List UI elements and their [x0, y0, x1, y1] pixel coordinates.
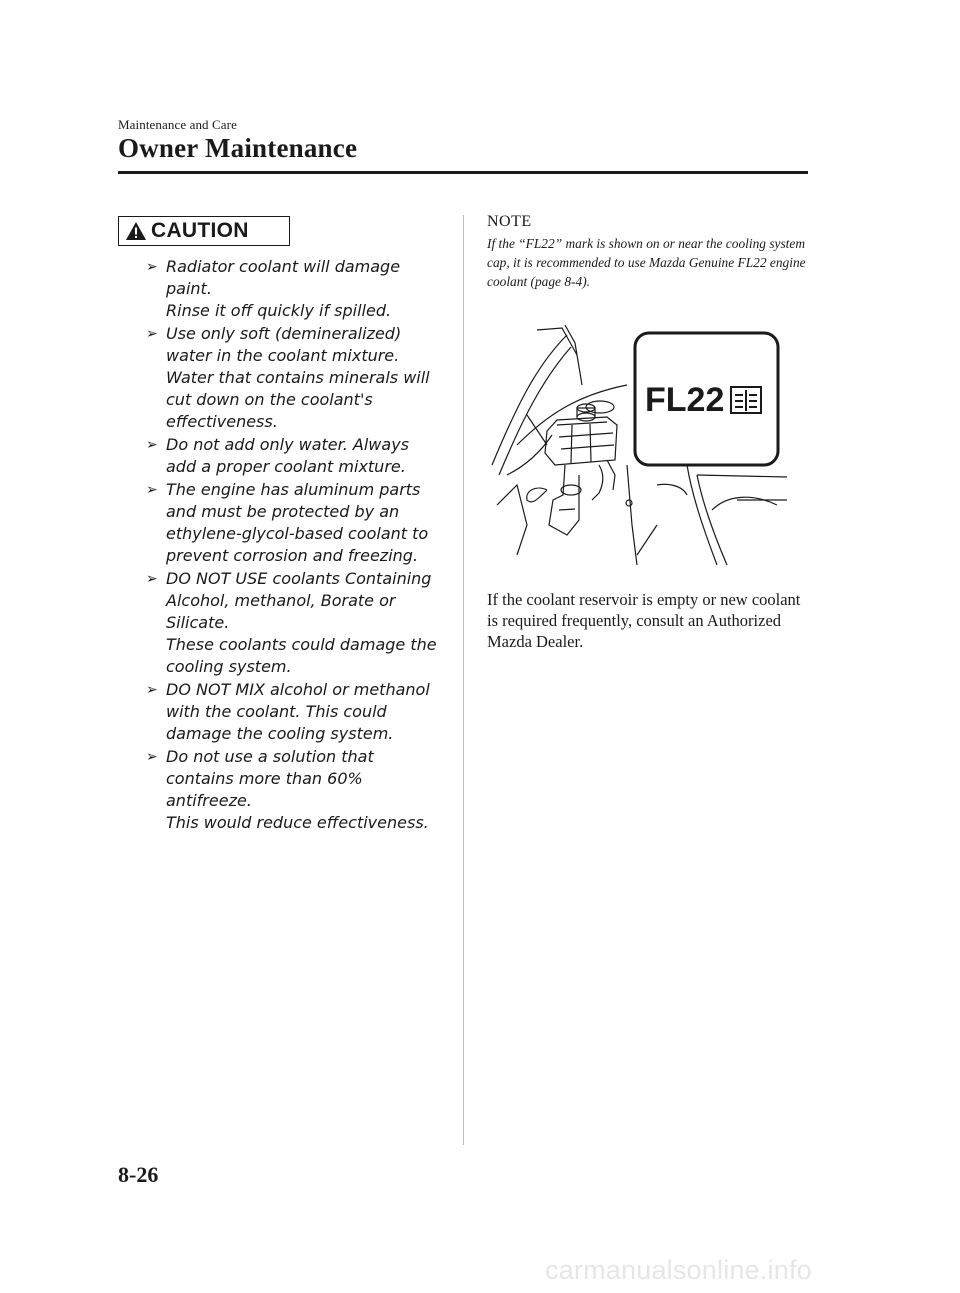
caution-item: [146, 568, 446, 678]
page-title: Owner Maintenance: [118, 133, 358, 163]
caution-item: [146, 679, 446, 745]
note-text: If the “FL22” mark is shown on or near the cooling system cap, it is recommended to use Mazda Genuine FL22 engine coolant (page 8-4).: [487, 236, 806, 289]
caution-item-line: antifreeze.: [166, 791, 252, 810]
caution-item-line: Use only soft (demineralized): [166, 324, 402, 343]
caution-item-line: Rinse it off quickly if spilled.: [166, 301, 392, 320]
caution-item-line: Silicate.: [166, 613, 230, 632]
warning-triangle-icon: [125, 221, 147, 241]
caution-item: [146, 256, 446, 322]
caution-item-line: Radiator coolant will damage: [166, 257, 401, 276]
caution-item-line: Water that contains minerals will: [166, 368, 430, 387]
page-number: 8-26: [118, 1162, 159, 1187]
caution-item: [146, 746, 446, 834]
caution-label: CAUTION: [151, 219, 249, 242]
caution-list: [146, 256, 446, 835]
caution-item: [146, 434, 446, 478]
caution-item-line: DO NOT MIX alcohol or methanol: [166, 680, 430, 699]
column-divider: [463, 215, 464, 1145]
caution-item-line: Do not add only water. Always: [166, 435, 409, 454]
caution-box: [118, 216, 290, 246]
caution-item-line: DO NOT USE coolants Containing: [166, 569, 432, 588]
arrow-bullet-icon: ➢: [146, 571, 158, 587]
caution-item-line: cut down on the coolant's: [166, 390, 373, 409]
caution-item-line: effectiveness.: [166, 412, 278, 431]
note-heading: NOTE: [487, 213, 532, 230]
title-rule: [118, 171, 808, 174]
engine-bay-illustration: [487, 325, 787, 570]
arrow-bullet-icon: ➢: [146, 326, 158, 342]
caution-item-line: contains more than 60%: [166, 769, 363, 788]
section-label: Maintenance and Care: [118, 117, 237, 132]
fl22-label: FL22: [645, 381, 725, 419]
caution-item-line: damage the cooling system.: [166, 724, 394, 743]
coolant-reservoir-figure: [487, 325, 787, 570]
caution-item-line: water in the coolant mixture.: [166, 346, 400, 365]
caution-item-line: The engine has aluminum parts: [166, 480, 421, 499]
arrow-bullet-icon: ➢: [146, 749, 158, 765]
body-text: If the coolant reservoir is empty or new coolant is required frequently, consult an Authorized Mazda Dealer.: [487, 590, 801, 651]
arrow-bullet-icon: ➢: [146, 482, 158, 498]
caution-item-line: ethylene-glycol-based coolant to: [166, 524, 429, 543]
caution-item-line: These coolants could damage the: [166, 635, 437, 654]
arrow-bullet-icon: ➢: [146, 259, 158, 275]
arrow-bullet-icon: ➢: [146, 682, 158, 698]
caution-item-line: with the coolant. This could: [166, 702, 387, 721]
caution-item: [146, 323, 446, 433]
caution-item-line: Do not use a solution that: [166, 747, 374, 766]
caution-item-line: cooling system.: [166, 657, 292, 676]
caution-item: [146, 479, 446, 567]
caution-item-line: This would reduce effectiveness.: [166, 813, 429, 832]
caution-item-line: paint.: [166, 279, 212, 298]
caution-item-line: add a proper coolant mixture.: [166, 457, 406, 476]
watermark: carmanualsonline.info: [545, 1255, 812, 1285]
manual-book-icon: [731, 387, 761, 413]
caution-item-line: prevent corrosion and freezing.: [166, 546, 419, 565]
fl22-callout: [635, 333, 778, 465]
arrow-bullet-icon: ➢: [146, 437, 158, 453]
caution-item-line: Alcohol, methanol, Borate or: [166, 591, 396, 610]
caution-item-line: and must be protected by an: [166, 502, 400, 521]
